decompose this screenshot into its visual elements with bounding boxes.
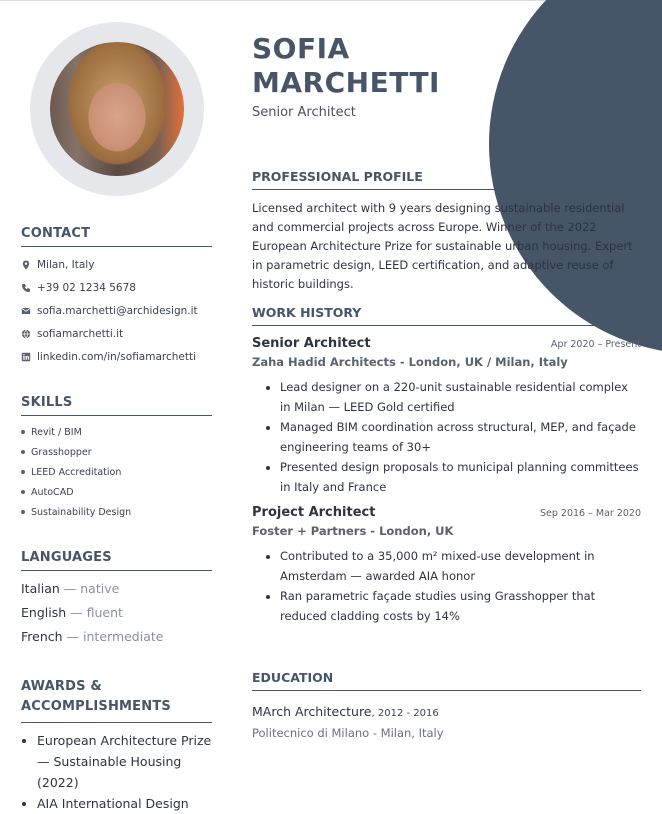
job-title: Senior Architect <box>252 336 371 351</box>
globe-icon <box>21 329 31 339</box>
location-pin-icon <box>21 260 31 270</box>
job-entry <box>252 505 641 626</box>
skill-item: Grasshopper <box>21 442 212 462</box>
awards-heading: AWARDS & ACCOMPLISHMENTS <box>21 677 212 723</box>
language-name: French <box>21 629 63 644</box>
job-dates: Apr 2020 – Present <box>550 339 641 350</box>
profile-photo <box>50 42 184 176</box>
job-company: Zaha Hadid Architects - London, UK / Milan, Italy <box>252 355 568 369</box>
email-icon <box>21 306 31 316</box>
contact-email[interactable] <box>21 299 212 322</box>
contact-phone <box>21 276 212 299</box>
contact-email-text[interactable]: sofia.marchetti@archidesign.it <box>37 304 198 317</box>
work-history-heading: WORK HISTORY <box>252 305 641 326</box>
awards-list <box>21 730 212 814</box>
contact-list <box>21 253 212 368</box>
awards-section <box>21 677 212 814</box>
language-level: native <box>80 581 120 596</box>
education-section <box>252 670 641 740</box>
contact-website-text[interactable]: sofiamarchetti.it <box>37 327 124 340</box>
contact-section <box>21 226 212 368</box>
contact-linkedin-text[interactable]: linkedin.com/in/sofiamarchetti <box>37 350 197 363</box>
skill-item: Sustainability Design <box>21 502 212 522</box>
skill-item: LEED Accreditation <box>21 462 212 482</box>
profile-heading: PROFESSIONAL PROFILE <box>252 169 641 190</box>
skills-list <box>21 422 212 522</box>
language-level: fluent <box>86 605 123 620</box>
profile-photo-ring <box>30 22 204 196</box>
contact-location <box>21 253 212 276</box>
education-school: Politecnico di Milano - Milan, Italy <box>252 726 444 740</box>
language-item: French — intermediate <box>21 629 164 644</box>
linkedin-icon <box>21 352 31 362</box>
language-name: Italian <box>21 581 60 596</box>
skills-section <box>21 395 212 522</box>
candidate-name: SOFIA MARCHETTI <box>252 32 440 99</box>
language-item: English — fluent <box>21 605 123 620</box>
job-company: Foster + Partners - London, UK <box>252 524 454 538</box>
job-bullet: • Managed BIM coordination across structural, MEP, and façade engineering teams of 30+ <box>280 417 641 457</box>
profile-text: Licensed architect with 9 years designing sustainable residential and commercial projects across Europe. Winner of the 2022 European Architecture Prize for sustainable urban housing. Expert in parametric design, LEED certification, and adaptive reuse of historic buildings. <box>252 201 633 291</box>
contact-linkedin[interactable] <box>21 345 212 368</box>
job-bullets <box>252 546 641 626</box>
skill-item: AutoCAD <box>21 482 212 502</box>
job-dates: Sep 2016 – Mar 2020 <box>539 508 641 519</box>
contact-website[interactable] <box>21 322 212 345</box>
job-title: Project Architect <box>252 505 376 520</box>
work-history-section <box>252 305 641 626</box>
job-bullet: • Presented design proposals to municipal planning committees in Italy and France <box>280 457 641 497</box>
languages-list <box>21 581 212 653</box>
award-item: • AIA International Design <box>37 793 212 814</box>
language-name: English <box>21 605 67 620</box>
contact-location-text: Milan, Italy <box>37 258 95 271</box>
education-degree: MArch Architecture <box>252 704 372 719</box>
job-bullet: • Contributed to a 35,000 m² mixed-use development in Amsterdam — awarded AIA honor <box>280 546 641 586</box>
education-heading: EDUCATION <box>252 670 641 691</box>
award-item: • European Architecture Prize — Sustainable Housing (2022) <box>37 730 212 793</box>
contact-heading: CONTACT <box>21 226 212 247</box>
language-item: Italian — native <box>21 581 120 596</box>
phone-icon <box>21 283 31 293</box>
language-level: intermediate <box>83 629 164 644</box>
education-years: , 2012 - 2016 <box>371 708 439 719</box>
job-entry <box>252 336 641 497</box>
skill-item: Revit / BIM <box>21 422 212 442</box>
skills-heading: SKILLS <box>21 395 212 416</box>
languages-heading: LANGUAGES <box>21 550 212 571</box>
profile-section <box>252 169 641 294</box>
job-bullet: • Ran parametric façade studies using Grasshopper that reduced cladding costs by 14% <box>280 586 641 626</box>
candidate-title: Senior Architect <box>252 105 356 120</box>
job-bullets <box>252 377 641 497</box>
contact-phone-text: +39 02 1234 5678 <box>37 281 136 294</box>
job-bullet: • Lead designer on a 220-unit sustainable residential complex in Milan — LEED Gold certified <box>280 377 641 417</box>
languages-section <box>21 550 212 653</box>
